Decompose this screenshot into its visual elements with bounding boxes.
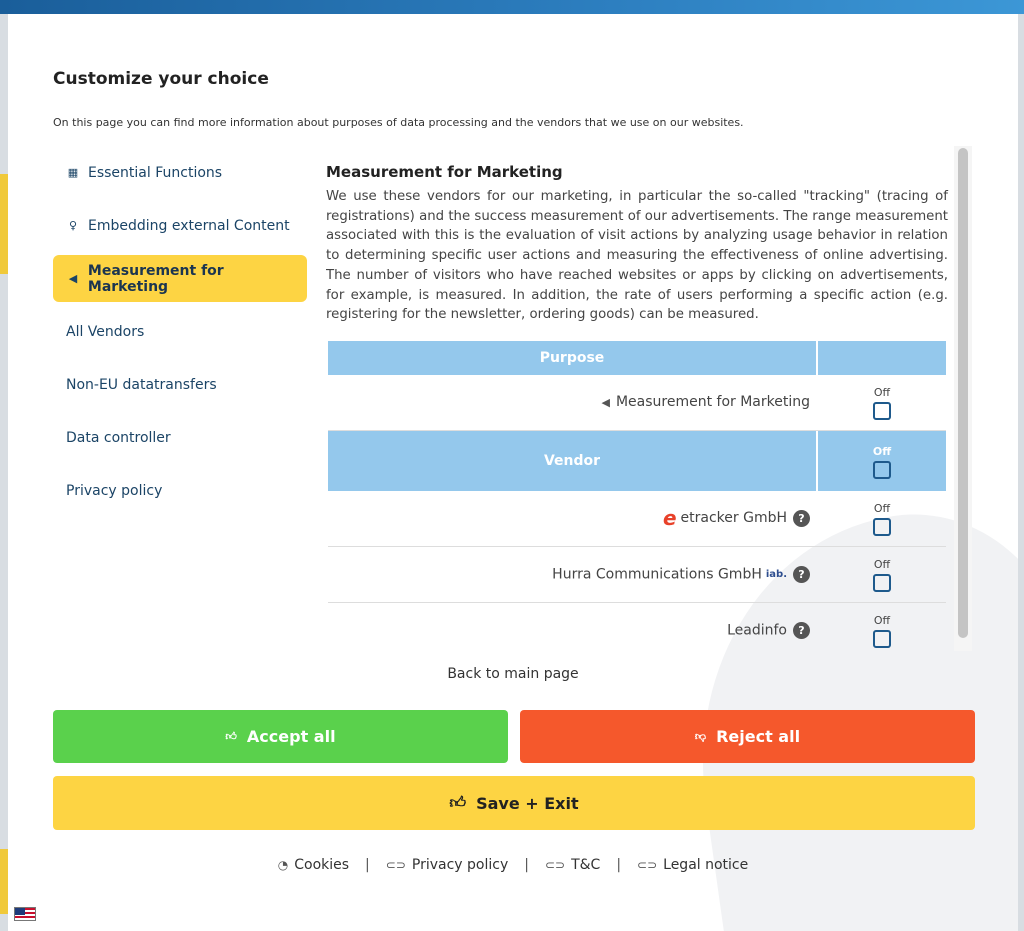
vendor-checkbox[interactable] bbox=[873, 518, 891, 536]
purpose-header: Purpose bbox=[328, 341, 818, 375]
toggle-state-label: Off bbox=[873, 502, 891, 516]
toggle-state-label: Off bbox=[873, 386, 891, 400]
sidebar-item-data-controller[interactable] bbox=[53, 414, 307, 461]
sidebar-item-label: Measurement for Marketing bbox=[87, 262, 224, 295]
table-row bbox=[328, 375, 946, 431]
sidebar-item-label: Non-EU datatransfers bbox=[66, 376, 217, 393]
sidebar-item-essential-functions[interactable] bbox=[53, 149, 307, 196]
sidebar-item-label: Essential Functions bbox=[88, 164, 223, 181]
vendor-checkbox[interactable] bbox=[873, 574, 891, 592]
help-icon[interactable]: ? bbox=[793, 622, 810, 639]
consent-dialog bbox=[8, 14, 1018, 931]
lightbulb-icon: ♀ bbox=[68, 219, 78, 232]
sidebar-item-label: Privacy policy bbox=[66, 482, 163, 499]
save-exit-button[interactable] bbox=[53, 776, 975, 830]
purpose-label: Measurement for Marketing bbox=[615, 394, 810, 411]
vendor-name-cell bbox=[328, 603, 818, 654]
thumbs-up-icon: 👍︎ bbox=[225, 730, 237, 743]
footer-links bbox=[8, 857, 1018, 873]
sidebar-item-label: All Vendors bbox=[66, 323, 145, 340]
toggle-state-label: Off bbox=[872, 444, 892, 458]
sidebar-item-embedding-external-content[interactable] bbox=[53, 202, 307, 249]
iab-logo: iab. bbox=[765, 568, 787, 580]
accept-all-label: Accept all bbox=[246, 727, 336, 746]
legal-notice-link[interactable]: ⊂⊃ Legal notice bbox=[637, 857, 749, 873]
background-page-right bbox=[1018, 14, 1024, 931]
vendor-name: Hurra Communications GmbH bbox=[552, 566, 762, 583]
scrollbar-thumb[interactable] bbox=[958, 148, 968, 638]
reject-all-label: Reject all bbox=[716, 727, 801, 746]
terms-link[interactable]: ⊂⊃ T&C bbox=[544, 857, 601, 873]
sidebar-item-label: Embedding external Content bbox=[88, 217, 290, 234]
toggle-state-label: Off bbox=[873, 614, 891, 628]
vendor-name-cell bbox=[328, 491, 818, 547]
thumbs-up-icon: 👍︎ bbox=[449, 793, 467, 812]
table-row bbox=[328, 603, 946, 654]
category-sidebar bbox=[53, 149, 307, 520]
vendor-name-cell bbox=[328, 547, 818, 603]
link-icon: ⊂⊃ bbox=[544, 858, 566, 872]
megaphone-icon: ◀ bbox=[68, 272, 78, 285]
vendor-header: Vendor bbox=[328, 431, 818, 491]
dialog-title: Customize your choice bbox=[53, 69, 269, 89]
table-row bbox=[328, 547, 946, 603]
background-header-strip bbox=[0, 0, 1024, 14]
grid-icon: ▦ bbox=[67, 166, 79, 179]
purpose-header-toggle-column bbox=[818, 341, 946, 375]
thumbs-down-icon: 👎︎ bbox=[694, 730, 707, 743]
background-page-left bbox=[0, 14, 8, 931]
help-icon[interactable]: ? bbox=[793, 510, 810, 527]
purpose-checkbox[interactable] bbox=[873, 402, 891, 420]
content-scrollbar[interactable] bbox=[954, 146, 972, 651]
cookies-link[interactable]: ◔ Cookies bbox=[277, 857, 350, 873]
dialog-subtitle: On this page you can find more information about purposes of data processing and the vendors that we use on our websites. bbox=[53, 116, 744, 129]
toggle-state-label: Off bbox=[873, 558, 891, 572]
save-exit-label: Save + Exit bbox=[476, 793, 579, 813]
link-icon: ⊂⊃ bbox=[385, 858, 406, 872]
all-vendors-checkbox[interactable] bbox=[873, 461, 891, 479]
footer-separator: | bbox=[524, 857, 529, 873]
sidebar-item-measurement-for-marketing[interactable] bbox=[53, 255, 307, 302]
sidebar-item-all-vendors[interactable] bbox=[53, 308, 307, 355]
vendor-name: etracker GmbH bbox=[680, 510, 787, 527]
purpose-name-cell bbox=[328, 375, 818, 431]
reject-all-button[interactable] bbox=[520, 710, 975, 763]
megaphone-icon: ◀ bbox=[601, 396, 610, 410]
help-icon[interactable]: ? bbox=[793, 566, 810, 583]
content-title: Measurement for Marketing bbox=[326, 163, 563, 181]
table-row bbox=[328, 491, 946, 547]
vendor-name: Leadinfo bbox=[727, 622, 787, 639]
footer-separator: | bbox=[616, 857, 622, 873]
footer-separator: | bbox=[365, 857, 370, 873]
consent-table bbox=[328, 341, 946, 654]
category-content bbox=[326, 149, 966, 654]
vendor-checkbox[interactable] bbox=[873, 630, 891, 648]
sidebar-item-privacy-policy[interactable] bbox=[53, 467, 307, 514]
sidebar-item-label: Data controller bbox=[66, 429, 171, 446]
cookie-icon: ◔ bbox=[277, 858, 289, 872]
privacy-policy-link[interactable]: ⊂⊃ Privacy policy bbox=[385, 857, 509, 873]
etracker-logo: e bbox=[662, 506, 677, 531]
language-flag-icon[interactable] bbox=[14, 907, 36, 921]
accept-all-button[interactable] bbox=[53, 710, 508, 763]
link-icon: ⊂⊃ bbox=[637, 858, 658, 872]
content-description: We use these vendors for our marketing, in particular the so-called "tracking" (tracing of registrations) and the success measurement of our advertisements. The range measurement associated with this is the evaluation of visit actions by analyzing usage behavior in relation to determining specific user actions and measuring the effectiveness of online advertising. The number of visitors who have reached websites or apps by clicking on advertisements, for example, is measured. In addition, the rate of users performing a specific action (e.g. registering for the newsletter, ordering goods) can be measured. bbox=[326, 189, 948, 323]
back-to-main-page-link[interactable]: Back to main page bbox=[447, 666, 579, 682]
sidebar-item-non-eu-datatransfers[interactable] bbox=[53, 361, 307, 408]
